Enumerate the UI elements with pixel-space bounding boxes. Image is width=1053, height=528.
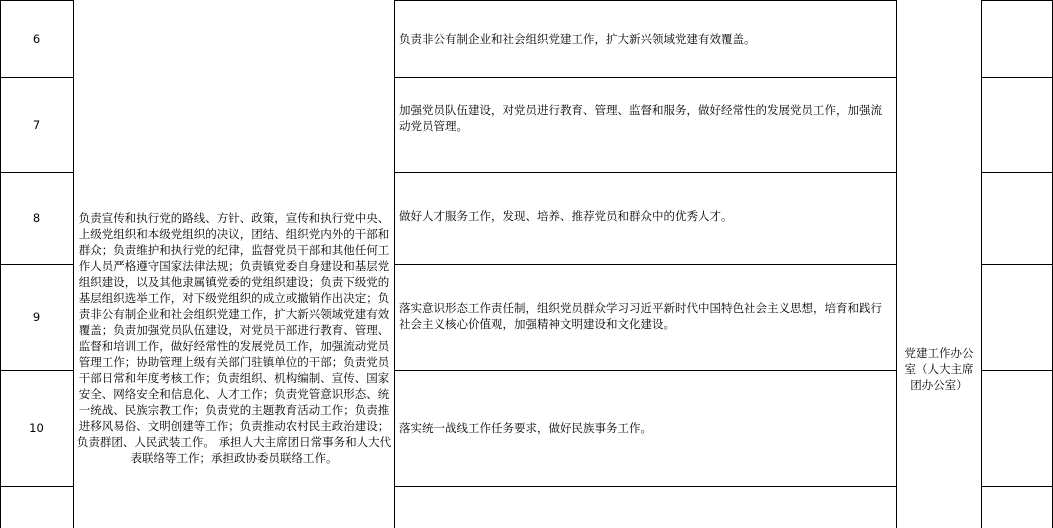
row-number-cell [0, 370, 73, 486]
grid-line [0, 77, 74, 78]
row-number: 8 [32, 211, 41, 225]
responsible-office-cell [897, 0, 981, 528]
task-text: 做好人才服务工作，发现、培养、推荐党员和群众中的优秀人才。 [399, 209, 733, 223]
grid-line [981, 0, 1053, 1]
grid-line [394, 77, 897, 78]
row-number: 10 [29, 421, 44, 435]
task-cell [395, 264, 896, 370]
row-number-cell [0, 77, 73, 172]
grid-line [394, 0, 897, 1]
grid-line [394, 264, 897, 265]
grid-line [0, 172, 74, 173]
task-text: 负责非公有制企业和社会组织党建工作，扩大新兴领域党建有效覆盖。 [399, 31, 756, 46]
row-number-cell [0, 172, 73, 264]
grid-line [0, 370, 74, 371]
grid-line [981, 77, 1053, 78]
department-duties-text: 负责宣传和执行党的路线、方针、政策，宣传和执行党中央、上级党组织和本级党组织的决议，团结、组织党内外的干部和群众；负责维护和执行党的纪律，监督党员干部和其他任何工作人员严格遵守国家法律法规；负责镇党委自身建设和基层党组织建设，以及其他隶属镇党委的党组织建设；负责下级党的基层组织选举工作，对下级党组织的成立或撤销作出决定；负责非公有制企业和社会组织党建工作，扩大新兴领域党建有效覆盖；负责加强党员队伍建设，对党员干部进行教育、管理、监督和培训工作，做好经常性的发展党员工作，加强流动党员管理工作；协助管理上级有关部门驻镇单位的干部；负责党员干部日常和年度考核工作；负责组织、机构编制、宣传、国家安全、网络安全和信息化、人才工作；负责党管意识形态、统一统战、民族宗教工作；负责党的主题教育活动工作；负责推进移风易俗、文明创建等工作；负责推动农村民主政治建设；负责群团、人民武装工作。 承担人大主席团日常事务和人大代表联络等工作；承担政协委员联络工作。 [76, 211, 392, 465]
task-cell [395, 486, 896, 528]
task-text: 落实统一战线工作任务要求，做好民族事务工作。 [399, 421, 652, 435]
grid-line [394, 370, 897, 371]
grid-line [981, 370, 1053, 371]
row-number-cell [0, 486, 73, 528]
task-cell [395, 172, 896, 264]
grid-line [981, 486, 1053, 487]
grid-line [981, 264, 1053, 265]
row-number-cell [0, 0, 73, 77]
row-number: 9 [32, 310, 41, 324]
grid-line [0, 0, 74, 1]
grid-line [0, 486, 74, 487]
task-text: 落实意识形态工作责任制，组织党员群众学习习近平新时代中国特色社会主义思想，培育和践行社会主义核心价值观，加强精神文明建设和文化建设。 [399, 301, 882, 331]
responsible-office-text: 党建工作办公室（人大主席团办公室） [904, 346, 974, 392]
task-cell [395, 0, 896, 77]
row-number: 6 [32, 31, 41, 46]
row-number: 7 [32, 117, 41, 132]
task-cell [395, 370, 896, 486]
grid-line [0, 264, 74, 265]
grid-line [394, 486, 897, 487]
empty-cell [982, 0, 1053, 77]
task-cell [395, 77, 896, 172]
grid-line [394, 172, 897, 173]
department-duties-cell [74, 0, 394, 528]
task-text: 加强党员队伍建设，对党员进行教育、管理、监督和服务，做好经常性的发展党员工作，加强流动党员管理。 [399, 102, 882, 133]
row-number-cell [0, 264, 73, 370]
grid-line [981, 172, 1053, 173]
